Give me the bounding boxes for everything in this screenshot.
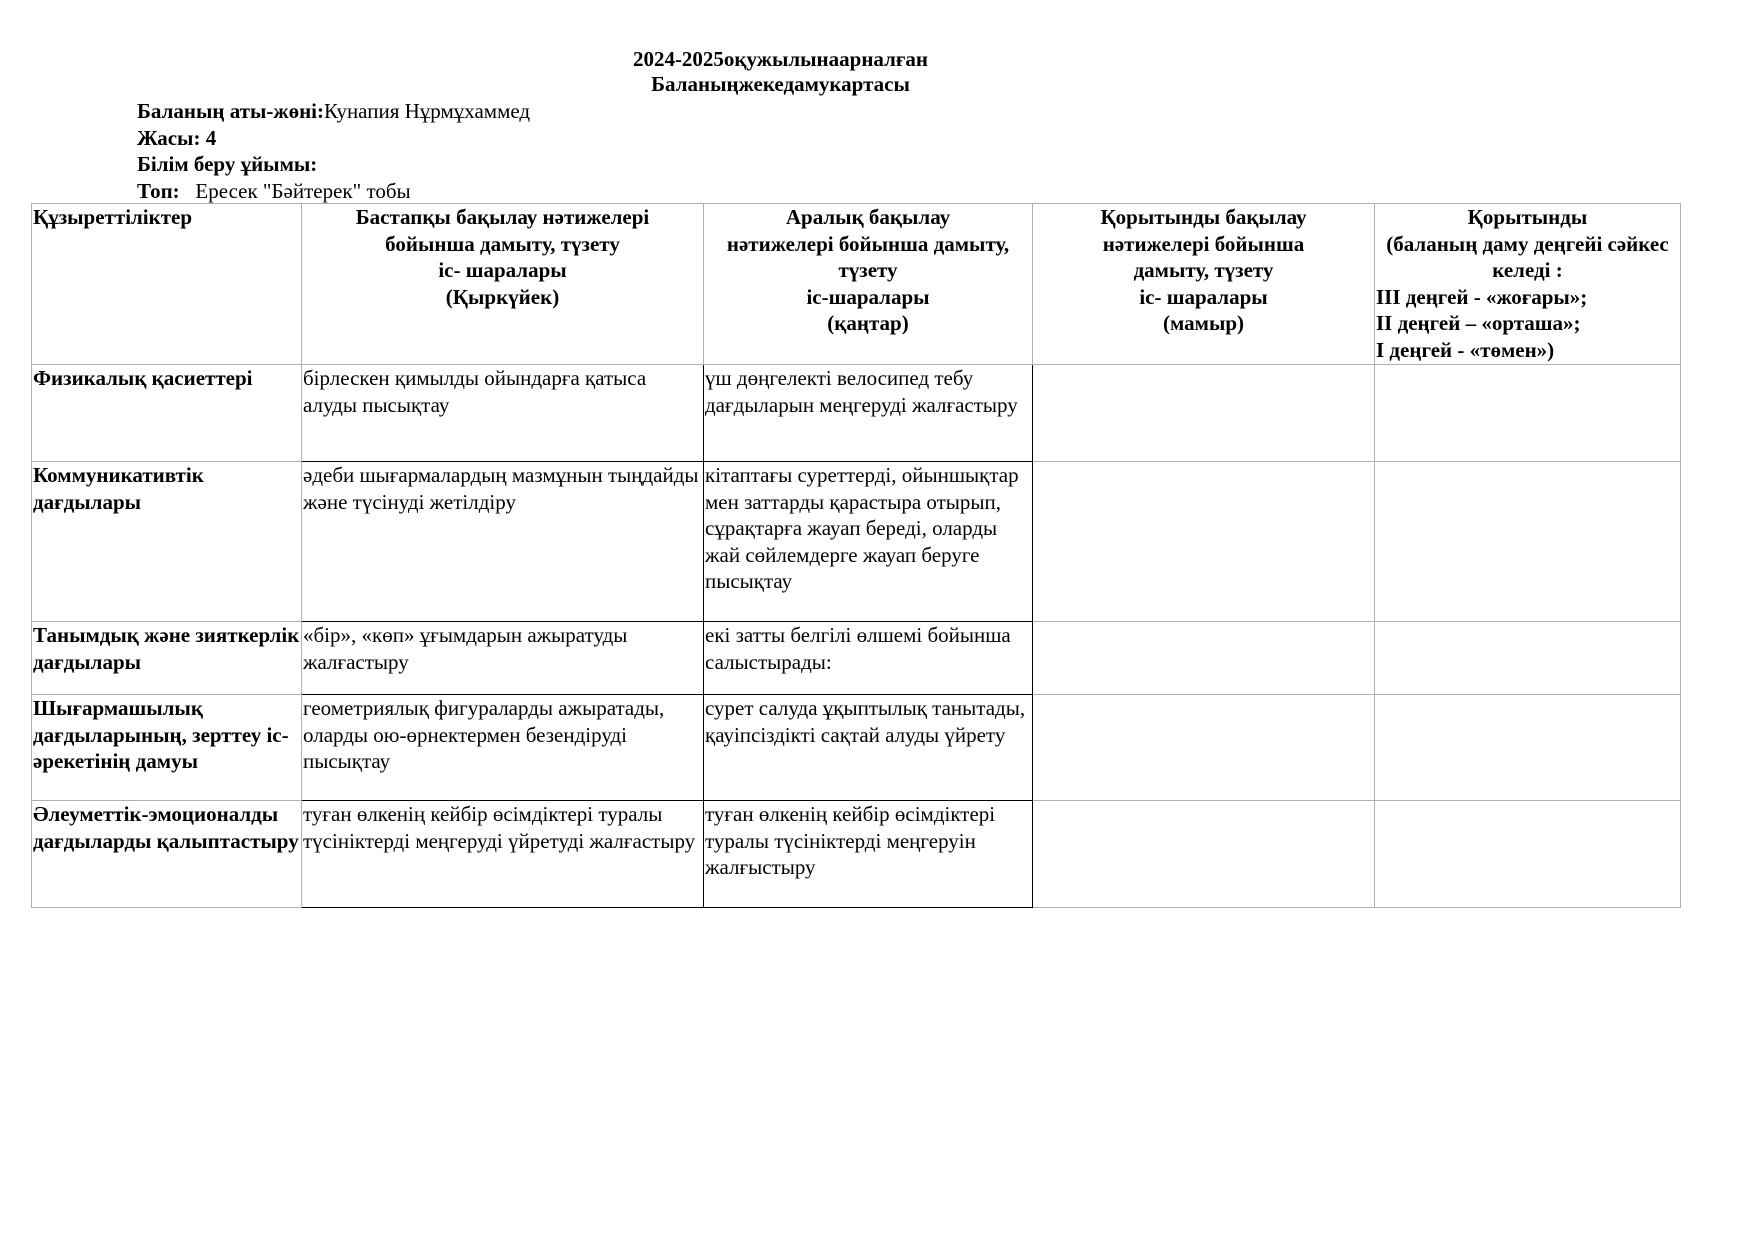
- initial-cell: «бір», «көп» ұғымдарын ажыратуды жалғастыру: [302, 622, 704, 695]
- child-age-label: Жасы:: [137, 126, 206, 150]
- header-initial-line: Бастапқы бақылау нәтижелері: [355, 205, 650, 229]
- header-initial-line: бойынша дамыту, түзету: [385, 231, 620, 256]
- header-interim-line: Аралық бақылау: [785, 205, 951, 229]
- header-conclusion-line: келеді :: [1492, 258, 1563, 282]
- header-final-line: Қорытынды бақылау: [1100, 205, 1307, 229]
- header-initial-line: іс- шаралары: [438, 258, 567, 282]
- table-header-row: [32, 204, 1681, 365]
- initial-cell: геометриялық фигураларды ажыратады, оларды ою-өрнектермен безендіруді пысықтау: [302, 695, 704, 801]
- header-conclusion-level: ІІІ деңгей - «жоғары»;: [1376, 284, 1588, 309]
- header-interim: [704, 204, 1033, 365]
- header-initial: [302, 204, 704, 365]
- header-conclusion-level: ІІ деңгей – «орташа»;: [1376, 311, 1581, 335]
- header-competencies: Құзыреттіліктер: [32, 204, 302, 365]
- table-row: [32, 801, 1681, 908]
- header-conclusion-level: І деңгей - «төмен»): [1376, 337, 1555, 362]
- header-conclusion-line: (баланың даму деңгейі сәйкес: [1386, 231, 1669, 256]
- conclusion-cell: [1375, 622, 1681, 695]
- competency-cell: Физикалық қасиеттері: [32, 365, 302, 462]
- conclusion-cell: [1375, 462, 1681, 622]
- initial-cell: әдеби шығармалардың мазмұнын тыңдайды және түсінуді жетілдіру: [302, 462, 704, 622]
- document-title-line2: Баланыңжекедамукартасы: [651, 72, 910, 96]
- initial-cell: туған өлкенің кейбір өсімдіктері туралы түсініктерді меңгеруді үйретуді жалғастыру: [302, 801, 704, 908]
- competency-cell: Коммуникативтік дағдылары: [32, 462, 302, 622]
- final-cell: [1033, 365, 1375, 462]
- group-value: Ересек "Бәйтерек" тобы: [195, 179, 411, 203]
- table-row: [32, 365, 1681, 462]
- header-interim-line: іс-шаралары: [806, 284, 930, 309]
- conclusion-cell: [1375, 695, 1681, 801]
- header-conclusion-line: Қорытынды: [1467, 205, 1588, 229]
- education-org-label: Білім беру ұйымы:: [137, 152, 318, 176]
- conclusion-cell: [1375, 801, 1681, 908]
- interim-cell: үш дөңгелекті велосипед тебу дағдыларын меңгеруді жалғастыру: [704, 365, 1033, 462]
- initial-cell: бірлескен қимылды ойындарға қатыса алуды пысықтау: [302, 365, 704, 462]
- child-name-value: Кунапия Нұрмұхаммед: [324, 99, 531, 123]
- interim-cell: туған өлкенің кейбір өсімдіктері туралы түсініктерді меңгеруін жалғыстыру: [704, 801, 1033, 908]
- development-table: [31, 203, 1681, 908]
- interim-cell: екі затты белгілі өлшемі бойынша салыстырады:: [704, 622, 1033, 695]
- child-name-line: [137, 98, 530, 125]
- child-name-label: Баланың аты-жөні:: [137, 99, 325, 123]
- header-interim-line: нәтижелері бойынша дамыту,: [726, 231, 1010, 256]
- competency-cell: Әлеуметтік-эмоционалды дағдыларды қалыптастыру: [32, 801, 302, 908]
- interim-cell: кітаптағы суреттерді, ойыншықтар мен заттарды қарастыра отырып, сұрақтарға жауап береді, оларды жай сөйлемдерге жауап беруге пысықтау: [704, 462, 1033, 622]
- header-initial-line: (Қыркүйек): [445, 284, 560, 309]
- final-cell: [1033, 462, 1375, 622]
- header-interim-line: түзету: [838, 258, 898, 282]
- final-cell: [1033, 622, 1375, 695]
- interim-cell: сурет салуда ұқыптылық танытады, қауіпсіздікті сақтай алуды үйрету: [704, 695, 1033, 801]
- final-cell: [1033, 695, 1375, 801]
- competency-cell: Танымдық және зияткерлік дағдылары: [32, 622, 302, 695]
- header-final-line: іс- шаралары: [1139, 284, 1268, 309]
- document-title-line1: 2024-2025оқужылынаарналған: [632, 47, 929, 71]
- header-final-line: (мамыр): [1162, 311, 1245, 335]
- header-conclusion: [1375, 204, 1681, 365]
- group-label: Топ:: [137, 179, 180, 203]
- child-age-line: [137, 125, 216, 152]
- table-row: [32, 622, 1681, 695]
- header-final-line: дамыту, түзету: [1133, 258, 1274, 282]
- competency-cell: Шығармашылық дағдыларының, зерттеу іс- әрекетінің дамуы: [32, 695, 302, 801]
- table-row: [32, 695, 1681, 801]
- education-org-line: [137, 151, 317, 178]
- child-age-value: 4: [205, 126, 217, 150]
- header-interim-line: (қаңтар): [827, 311, 909, 335]
- header-final: [1033, 204, 1375, 365]
- conclusion-cell: [1375, 365, 1681, 462]
- final-cell: [1033, 801, 1375, 908]
- header-final-line: нәтижелері бойынша: [1102, 231, 1305, 256]
- table-row: [32, 462, 1681, 622]
- group-line: [137, 178, 411, 205]
